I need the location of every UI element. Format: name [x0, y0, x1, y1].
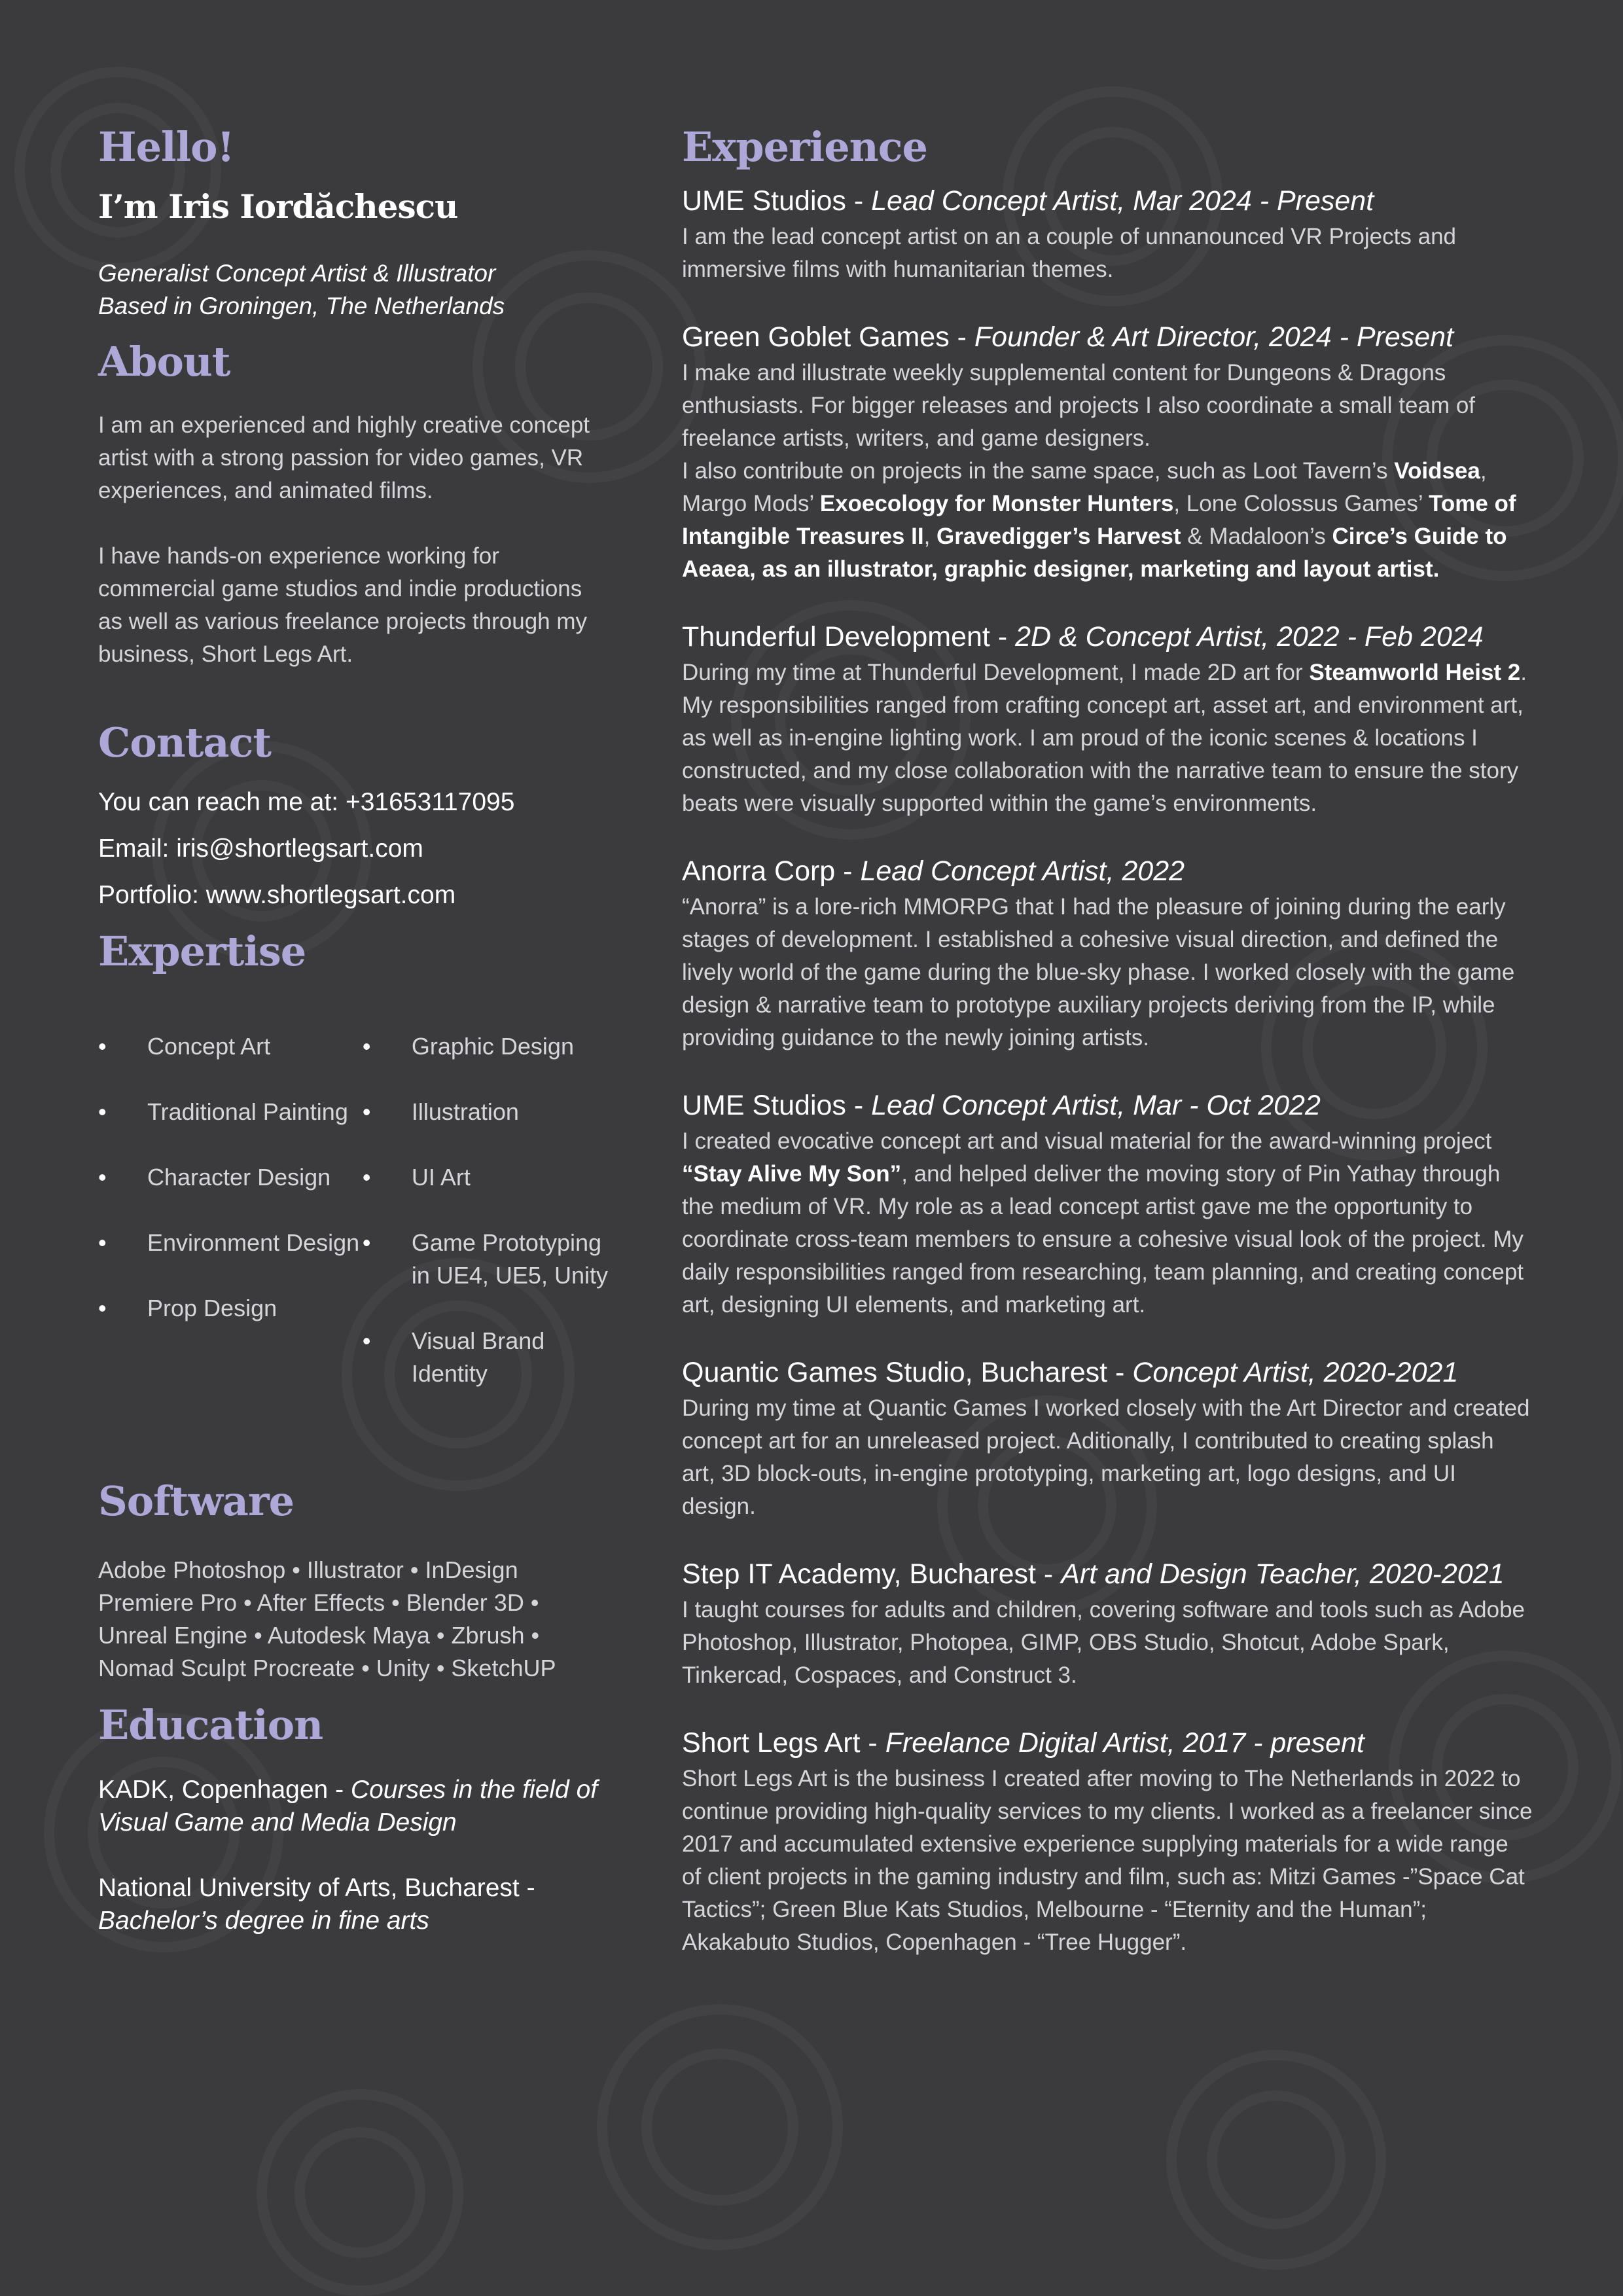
- job-title: [682, 1353, 1533, 1392]
- list-item: • Character Design: [98, 1161, 363, 1194]
- expertise-heading: Expertise: [98, 927, 306, 975]
- job-company: Step IT Academy, Bucharest -: [682, 1558, 1061, 1590]
- list-item: • Game Prototyping in UE4, UE5, Unity: [363, 1227, 609, 1292]
- list-item: • Visual Brand Identity: [363, 1325, 609, 1390]
- text-run: . My responsibilities ranged from crafting concept art, asset art, and environment art, as well as in-engine lighting work. I am proud of the iconic scenes & locations I constructed, and my close collaboration with the narrative team to ensure the story beats were visually supported within the game’s environments.: [682, 660, 1527, 816]
- job-company: Short Legs Art -: [682, 1727, 885, 1759]
- job-entry: [682, 617, 1533, 820]
- job-description: Short Legs Art is the business I created after moving to The Netherlands in 2022 to continue providing high-quality services to my clients. I worked as a freelancer since 2017 and accumulated extensive experience supplying materials for a wide range of client projects in the gaming industry and film, such as: Mitzi Games -”Space Cat Tactics”; Green Blue Kats Studios, Melbourne - “Eternity and the Human”; Akakabuto Studios, Copenhagen - “Tree Hugger”.: [682, 1766, 1533, 1955]
- project-name: Exoecology for Monster Hunters: [819, 491, 1174, 516]
- job-title: [682, 1086, 1533, 1125]
- project-name: Tome of Intangible Treasures II: [682, 491, 1516, 549]
- text-run: , Margo Mods’: [682, 458, 1487, 516]
- education-school: National University of Arts, Bucharest -: [98, 1874, 535, 1902]
- project-name: “Stay Alive My Son”: [682, 1161, 902, 1187]
- job-company: UME Studios -: [682, 185, 872, 217]
- project-name: Voidsea: [1394, 458, 1480, 484]
- list-item: • Prop Design: [98, 1292, 363, 1325]
- education-heading: Education: [98, 1701, 323, 1749]
- job-description: I make and illustrate weekly supplemental content for Dungeons & Dragons enthusiasts. For bigger releases and projects I also coordinate a small team of freelance artists, writers, and game designers.: [682, 360, 1476, 451]
- contact-heading: Contact: [98, 719, 271, 766]
- job-description: “Anorra” is a lore-rich MMORPG that I had the pleasure of joining during the early stages of development. I established a cohesive visual direction, and defined the lively world of the game during the blue-sky phase. I worked closely with the game design & narrative team to prototype auxiliary projects deriving from the IP, while providing guidance to the newly joining artists.: [682, 894, 1515, 1050]
- right-column: [682, 121, 1533, 1959]
- job-company: Quantic Games Studio, Bucharest -: [682, 1357, 1133, 1388]
- job-title: [682, 1554, 1533, 1594]
- job-role: Concept Artist, 2020-2021: [1132, 1357, 1459, 1388]
- list-item: • Illustration: [363, 1096, 609, 1128]
- project-name: Steamworld Heist 2: [1309, 660, 1521, 685]
- experience-heading: Experience: [682, 123, 927, 171]
- job-company: Anorra Corp -: [682, 855, 861, 887]
- job-entry: [682, 317, 1533, 586]
- job-description: I taught courses for adults and children, covering software and tools such as Adobe Photoshop, Illustrator, Photopea, GIMP, OBS Studio, Shotcut, Adobe Spark, Tinkercad, Cospaces, and Construct 3.: [682, 1597, 1525, 1688]
- job-role: Freelance Digital Artist, 2017 - present: [885, 1727, 1364, 1759]
- text-run: I created evocative concept art and visual material for the award-winning project: [682, 1128, 1492, 1154]
- about-paragraph-2: I have hands-on experience working for commercial game studios and indie productions as well as various freelance projects through my business, Short Legs Art.: [98, 543, 588, 667]
- education-detail: Courses in the field of Visual Game and Media Design: [98, 1776, 598, 1837]
- job-entry: [682, 1086, 1533, 1321]
- software-heading: Software: [98, 1477, 294, 1525]
- list-item: • Environment Design: [98, 1227, 363, 1259]
- job-role: Founder & Art Director, 2024 - Present: [974, 321, 1454, 353]
- job-description: During my time at Quantic Games I worked closely with the Art Director and created concept art for an unreleased project. Aditionally, I contributed to creating splash art, 3D block-outs, in-engine prototyping, marketing art, logo designs, and UI design.: [682, 1395, 1530, 1519]
- expertise-list: [98, 1030, 609, 1423]
- job-title: [682, 1723, 1533, 1763]
- job-role: Lead Concept Artist, 2022: [860, 855, 1185, 887]
- job-entry: [682, 852, 1533, 1054]
- tagline-role: Generalist Concept Artist & Illustrator: [98, 260, 496, 287]
- job-entry: [682, 1723, 1533, 1959]
- contact-portfolio[interactable]: Portfolio: www.shortlegsart.com: [98, 881, 456, 909]
- job-company: UME Studios -: [682, 1090, 872, 1121]
- list-item: • Traditional Painting: [98, 1096, 363, 1128]
- project-name: Gravedigger’s Harvest: [936, 524, 1181, 549]
- education-school: KADK, Copenhagen -: [98, 1776, 351, 1804]
- contact-email[interactable]: Email: iris@shortlegsart.com: [98, 834, 423, 863]
- contact-block: [98, 786, 609, 912]
- text-run: I also contribute on projects in the same space, such as Loot Tavern’s: [682, 458, 1395, 484]
- about-paragraph-1: I am an experienced and highly creative concept artist with a strong passion for video games, VR experiences, and animated films.: [98, 412, 590, 503]
- contact-phone[interactable]: You can reach me at: +31653117095: [98, 788, 515, 816]
- job-company: Green Goblet Games -: [682, 321, 974, 353]
- text-run: During my time at Thunderful Development, I made 2D art for: [682, 660, 1310, 685]
- left-column: [98, 121, 609, 1937]
- list-item: • Graphic Design: [363, 1030, 609, 1063]
- project-name: Circe’s Guide to Aeaea,: [682, 524, 1507, 582]
- job-entry: [682, 1554, 1533, 1692]
- job-role: Art and Design Teacher, 2020-2021: [1061, 1558, 1505, 1590]
- job-company: Thunderful Development -: [682, 621, 1016, 653]
- job-title: [682, 317, 1533, 357]
- education-detail: Bachelor’s degree in fine arts: [98, 1907, 429, 1935]
- job-entry: [682, 181, 1533, 286]
- education-entry: [98, 1774, 609, 1839]
- job-description: [682, 656, 1533, 820]
- text-run: , and helped deliver the moving story of Pin Yathay through the medium of VR. My role as a lead concept artist gave me the opportunity to coordinate cross-team members to ensure a cohesive visual look of the project. My daily responsibilities ranged from researching, team planning, and creating concept art, designing UI elements, and marketing art.: [682, 1161, 1524, 1318]
- job-title: [682, 181, 1533, 221]
- job-role: Lead Concept Artist, Mar - Oct 2022: [871, 1090, 1321, 1121]
- text-run: , Lone Colossus Games’: [1173, 491, 1429, 516]
- job-title: [682, 852, 1533, 891]
- job-entry: [682, 1353, 1533, 1523]
- tagline: [98, 257, 609, 323]
- job-role: 2D & Concept Artist, 2022 - Feb 2024: [1015, 621, 1484, 653]
- text-run: ,: [923, 524, 937, 549]
- job-description: [682, 1125, 1533, 1321]
- job-description: I am the lead concept artist on an a couple of unnanounced VR Projects and immersive films with humanitarian themes.: [682, 224, 1456, 282]
- person-name: I’m Iris Iordăchescu: [98, 187, 458, 226]
- hello-heading: Hello!: [98, 123, 234, 171]
- job-role: Lead Concept Artist, Mar 2024 - Present: [871, 185, 1374, 217]
- tagline-location: Based in Groningen, The Netherlands: [98, 293, 505, 319]
- text-run: & Madaloon’s: [1181, 524, 1332, 549]
- job-title: [682, 617, 1533, 656]
- list-item: • UI Art: [363, 1161, 609, 1194]
- expertise-column-2: [363, 1030, 609, 1423]
- job-description-contributions: [682, 455, 1533, 586]
- education-entry: [98, 1872, 609, 1937]
- about-heading: About: [98, 338, 230, 386]
- list-item: • Concept Art: [98, 1030, 363, 1063]
- software-list: Adobe Photoshop • Illustrator • InDesign Premiere Pro • After Effects • Blender 3D • Unreal Engine • Autodesk Maya • Zbrush • Nomad Sculpt Procreate • Unity • SketchUP: [98, 1556, 556, 1681]
- expertise-column-1: [98, 1030, 363, 1423]
- text-run: as an illustrator, graphic designer, marketing and layout artist.: [755, 556, 1440, 582]
